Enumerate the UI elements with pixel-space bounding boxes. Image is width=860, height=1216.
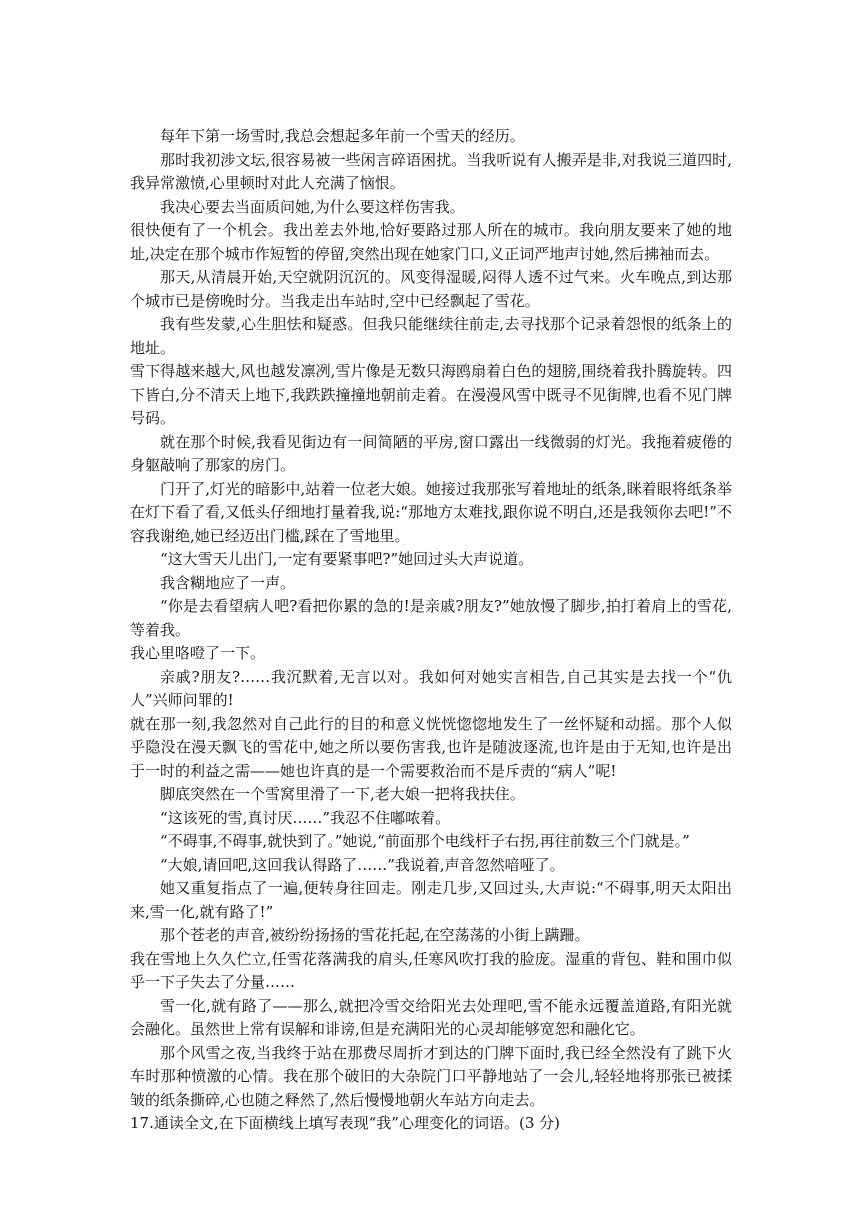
paragraph: 我有些发蒙,心生胆怯和疑惑。但我只能继续往前走,去寻找那个记录着怨恨的纸条上的地址。 bbox=[130, 315, 732, 357]
question-17: 17.通读全文,在下面横线上填写表现“我”心理变化的词语。(3 分) bbox=[130, 1114, 560, 1132]
paragraph: 很快便有了一个机会。我出差去外地,恰好要路过那人所在的城市。我向朋友要来了她的地址,决定在那个城市作短暂的停留,突然出现在她家门口,义正词严地声讨她,然后拂袖而去。 bbox=[130, 221, 732, 263]
paragraph: “这大雪天儿出门,一定有要紧事吧?”她回过头大声说道。 bbox=[160, 550, 534, 568]
article-body bbox=[130, 125, 732, 1136]
paragraph: 那时我初涉文坛,很容易被一些闲言碎语困扰。当我听说有人搬弄是非,对我说三道四时,我异常激愤,心里顿时对此人充满了恼恨。 bbox=[130, 150, 732, 192]
paragraph: 就在那一刻,我忽然对自己此行的目的和意义恍恍惚惚地发生了一丝怀疑和动摇。那个人似乎隐没在漫天飘飞的雪花中,她之所以要伤害我,也许是随波逐流,也许是由于无知,也许是出于一时的利益之需——她也许真的是一个需要救治而不是斥责的“病人”呢! bbox=[130, 714, 732, 780]
paragraph: 我在雪地上久久伫立,任雪花落满我的肩头,任寒风吹打我的脸庞。湿重的背包、鞋和围巾似乎一下子失去了分量…… bbox=[130, 949, 732, 991]
paragraph: 雪下得越来越大,风也越发凛冽,雪片像是无数只海鸥扇着白色的翅膀,围绕着我扑腾旋转。四下皆白,分不清天上地下,我跌跌撞撞地朝前走着。在漫漫风雪中既寻不见街牌,也看不见门牌号码。 bbox=[130, 362, 732, 427]
paragraph: 脚底突然在一个雪窝里滑了一下,老大娘一把将我扶住。 bbox=[160, 785, 525, 803]
paragraph: 就在那个时候,我看见街边有一间简陋的平房,窗口露出一线微弱的灯光。我拖着疲倦的身躯敲响了那家的房门。 bbox=[130, 432, 732, 474]
paragraph: 我含糊地应了一声。 bbox=[160, 573, 296, 592]
paragraph: 她又重复指点了一遍,便转身往回走。刚走几步,又回过头,大声说:“不碍事,明天太阳出来,雪一化,就有路了!” bbox=[130, 879, 732, 921]
paragraph: “这该死的雪,真讨厌……”我忍不住嘟哝着。 bbox=[160, 808, 451, 827]
paragraph: 雪一化,就有路了——那么,就把冷雪交给阳光去处理吧,雪不能永远覆盖道路,有阳光就会融化。虽然世上常有误解和诽谤,但是充满阳光的心灵却能够宽恕和融化它。 bbox=[130, 996, 732, 1038]
paragraph: 每年下第一场雪时,我总会想起多年前一个雪天的经历。 bbox=[160, 127, 525, 145]
paragraph: 那个风雪之夜,当我终于站在那费尽周折才到达的门牌下面时,我已经全然没有了跳下火车时那种愤激的心情。我在那个破旧的大杂院门口平静地站了一会儿,轻轻地将那张已被揉皱的纸条撕碎,心也随之释然了,然后慢慢地朝火车站方向走去。 bbox=[130, 1043, 732, 1109]
paragraph: “不碍事,不碍事,就快到了。”她说,“前面那个电线杆子右拐,再往前数三个门就是。” bbox=[160, 832, 690, 850]
paragraph: 我心里咯噔了一下。 bbox=[130, 644, 266, 662]
paragraph: “大娘,请回吧,这回我认得路了……”我说着,声音忽然喑哑了。 bbox=[160, 855, 565, 874]
paragraph: 亲戚?朋友?……我沉默着,无言以对。我如何对她实言相告,自己其实是去找一个“仇人”兴师问罪的! bbox=[130, 667, 732, 709]
paragraph: 那天,从清晨开始,天空就阴沉沉的。风变得湿暖,闷得人透不过气来。火车晚点,到达那个城市已是傍晚时分。当我走出车站时,空中已经飘起了雪花。 bbox=[130, 268, 732, 310]
paragraph: 门开了,灯光的暗影中,站着一位老大娘。她接过我那张写着地址的纸条,眯着眼将纸条举在灯下看了看,又低头仔细地打量着我,说:“那地方太难找,跟你说不明白,还是我领你去吧!”不容我谢绝,她已经迈出门槛,踩在了雪地里。 bbox=[130, 479, 732, 545]
paragraph: “你是去看望病人吧?看把你累的急的!是亲戚?朋友?”她放慢了脚步,拍打着肩上的雪花,等着我。 bbox=[130, 597, 732, 639]
paragraph: 我决心要去当面质问她,为什么要这样伤害我。 bbox=[160, 197, 465, 216]
paragraph: 那个苍老的声音,被纷纷扬扬的雪花托起,在空荡荡的小街上蹒跚。 bbox=[160, 926, 590, 944]
